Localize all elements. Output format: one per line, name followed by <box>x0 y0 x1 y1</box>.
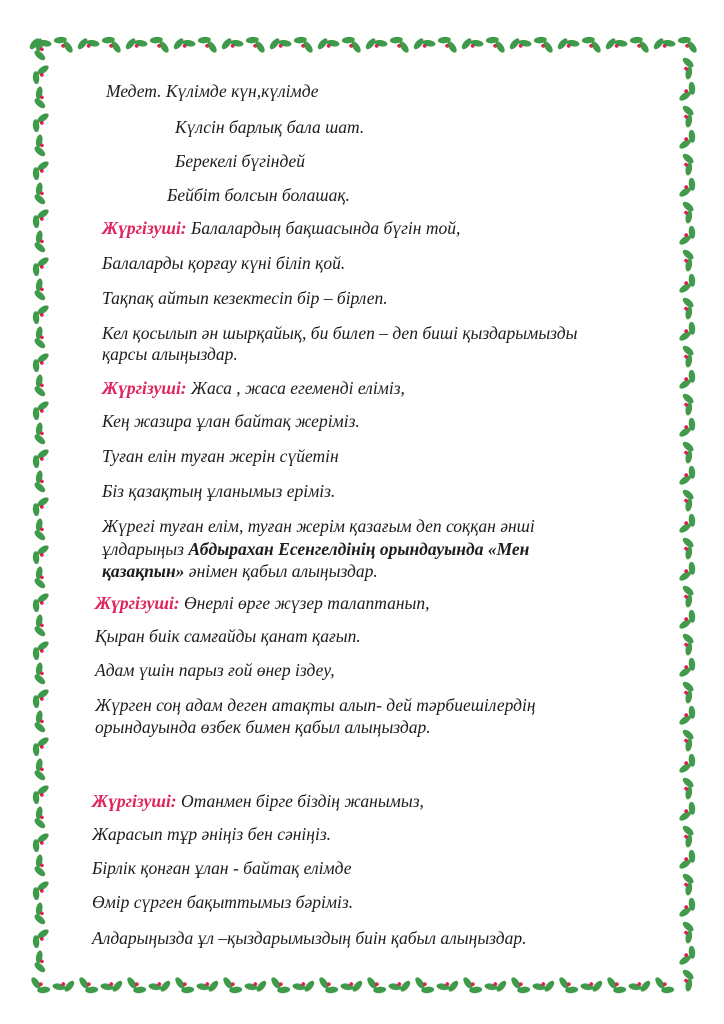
holly-sprig <box>676 558 700 587</box>
holly-sprig <box>28 180 51 208</box>
verse-line: Тақпақ айтып кезектесіп бір – бірлеп. <box>102 288 388 308</box>
holly-sprig <box>314 974 343 998</box>
performer-name: Абдырахан Есенгелдінің орындауында «Мен <box>188 539 530 559</box>
verse-line: Қыран биік самғайды қанат қағып. <box>95 626 361 646</box>
holly-sprig <box>28 780 52 809</box>
speaker-label: Жүргізуші: <box>95 593 180 613</box>
holly-sprig <box>676 702 700 731</box>
holly-sprig <box>677 438 700 466</box>
speaker-label: Жүргізуші: <box>102 218 187 238</box>
holly-sprig <box>386 32 415 56</box>
verse-line <box>102 538 529 560</box>
holly-sprig <box>28 804 51 832</box>
verse-line: Бейбіт болсын болашақ. <box>167 185 350 205</box>
holly-sprig <box>506 974 535 998</box>
holly-sprig <box>677 150 700 178</box>
holly-sprig <box>677 198 700 226</box>
holly-sprig <box>677 294 700 322</box>
verse-text: Жаса , жаса егеменді еліміз, <box>186 378 405 398</box>
song-title: қазақпын» <box>102 561 185 581</box>
holly-sprig <box>146 975 174 998</box>
verse-text: Өнерлі өрге жүзер талаптанып, <box>179 593 430 613</box>
verse-line: орындауында өзбек бимен қабыл алыңыздар. <box>95 717 431 737</box>
holly-sprig <box>434 32 463 56</box>
holly-sprig <box>28 876 52 905</box>
speaker-label: Жүргізуші: <box>92 791 177 811</box>
holly-sprig <box>28 348 52 377</box>
holly-sprig <box>98 32 127 56</box>
holly-sprig <box>28 300 52 329</box>
holly-sprig <box>676 126 700 155</box>
holly-sprig <box>434 975 462 998</box>
holly-sprig <box>122 32 150 55</box>
holly-sprig <box>266 974 295 998</box>
holly-sprig <box>676 462 700 491</box>
holly-sprig <box>676 366 700 395</box>
holly-sprig <box>266 32 294 55</box>
holly-sprig <box>28 468 51 496</box>
speaker-line <box>95 592 429 614</box>
holly-sprig <box>28 948 51 976</box>
verse-line: Медет. Күлімде күн,күлімде <box>106 81 319 101</box>
holly-sprig <box>28 684 52 713</box>
holly-sprig <box>530 32 559 56</box>
holly-sprig <box>676 318 700 347</box>
holly-sprig <box>410 974 439 998</box>
holly-sprig <box>28 396 52 425</box>
holly-sprig <box>677 582 700 610</box>
verse-line: Алдарыңызда ұл –қыздарымыздың биін қабыл алыңыздар. <box>92 928 527 948</box>
verse-line: Күлсін барлық бала шат. <box>175 117 365 137</box>
holly-sprig <box>677 390 700 418</box>
holly-sprig <box>676 798 700 827</box>
holly-sprig <box>677 486 700 514</box>
holly-sprig <box>676 606 700 635</box>
holly-sprig <box>170 32 198 55</box>
holly-sprig <box>676 942 700 971</box>
holly-sprig <box>28 660 51 688</box>
holly-sprig <box>677 918 700 946</box>
holly-sprig <box>28 420 51 448</box>
holly-sprig <box>28 564 51 592</box>
verse-line: Туған елін туған жерін сүйетін <box>102 446 339 466</box>
verse-line: Жарасып тұр әніңіз бен сәніңіз. <box>92 824 332 844</box>
holly-sprig <box>242 975 270 998</box>
holly-sprig <box>74 974 103 998</box>
verse-line: Адам үшін парыз ғой өнер іздеу, <box>95 660 335 680</box>
holly-sprig <box>482 975 510 998</box>
holly-sprig <box>290 32 319 56</box>
holly-sprig <box>676 270 700 299</box>
holly-sprig <box>674 32 703 56</box>
holly-sprig <box>458 974 487 998</box>
holly-sprig <box>242 32 271 56</box>
holly-sprig <box>677 678 700 706</box>
holly-sprig <box>290 975 318 998</box>
holly-sprig <box>28 276 51 304</box>
holly-sprig <box>677 774 700 802</box>
holly-sprig <box>677 630 700 658</box>
holly-sprig <box>554 974 583 998</box>
holly-sprig <box>28 588 52 617</box>
holly-sprig <box>146 32 175 56</box>
speaker-line <box>102 217 460 239</box>
verse-line: Жүрген соң адам деген атақты алып- дей тәрбиешілердің <box>95 695 536 715</box>
verse-line: Берекелі бүгіндей <box>175 151 306 171</box>
holly-sprig <box>28 612 51 640</box>
holly-sprig <box>676 510 700 539</box>
holly-sprig <box>676 846 700 875</box>
holly-sprig <box>506 32 534 55</box>
verse-line <box>102 560 378 582</box>
holly-sprig <box>194 975 222 998</box>
holly-sprig <box>98 975 126 998</box>
holly-sprig <box>677 54 700 82</box>
holly-sprig <box>28 252 52 281</box>
verse-text: Балалардың бақшасында бүгін той, <box>186 218 461 238</box>
holly-sprig <box>28 156 52 185</box>
holly-sprig <box>28 108 52 137</box>
holly-sprig <box>458 32 486 55</box>
holly-sprig <box>677 246 700 274</box>
holly-sprig <box>602 32 630 55</box>
holly-sprig <box>50 32 79 56</box>
holly-sprig <box>28 372 51 400</box>
holly-sprig <box>338 975 366 998</box>
holly-sprig <box>677 342 700 370</box>
verse-text: әнімен қабыл алыңыздар. <box>184 561 378 581</box>
holly-sprig <box>28 324 51 352</box>
holly-sprig <box>28 516 51 544</box>
holly-sprig <box>28 132 51 160</box>
holly-sprig <box>602 974 631 998</box>
verse-line: Жүрегі туған елім, туған жерім қазағым деп соққан әнші <box>102 516 535 536</box>
holly-sprig <box>28 900 51 928</box>
holly-sprig <box>578 32 607 56</box>
verse-line: Бірлік қонған ұлан - байтақ елімде <box>92 858 352 878</box>
holly-sprig <box>218 974 247 998</box>
holly-sprig <box>28 492 52 521</box>
holly-sprig <box>362 974 391 998</box>
holly-sprig <box>28 444 52 473</box>
holly-sprig <box>410 32 438 55</box>
holly-sprig <box>482 32 511 56</box>
verse-text: Отанмен бірге біздің жанымыз, <box>176 791 424 811</box>
speaker-label: Жүргізуші: <box>102 378 187 398</box>
verse-line: Балаларды қорғау күні біліп қой. <box>102 253 346 273</box>
holly-sprig <box>28 60 52 89</box>
verse-line: Біз қазақтың ұланымыз еріміз. <box>102 481 336 501</box>
holly-sprig <box>28 756 51 784</box>
holly-sprig <box>28 924 52 953</box>
holly-sprig <box>677 102 700 130</box>
holly-sprig <box>677 870 700 898</box>
holly-sprig <box>314 32 342 55</box>
holly-sprig <box>28 852 51 880</box>
holly-sprig <box>28 708 51 736</box>
holly-sprig <box>50 975 78 998</box>
holly-sprig <box>194 32 223 56</box>
holly-sprig <box>386 975 414 998</box>
speaker-line <box>102 377 405 399</box>
holly-sprig <box>26 974 55 998</box>
holly-sprig <box>74 32 102 55</box>
holly-sprig <box>122 974 151 998</box>
holly-sprig <box>28 36 51 64</box>
verse-line: Кең жазира ұлан байтақ жеріміз. <box>102 411 360 431</box>
holly-sprig <box>362 32 390 55</box>
holly-sprig <box>28 732 52 761</box>
holly-sprig <box>554 32 582 55</box>
holly-sprig <box>677 534 700 562</box>
holly-sprig <box>338 32 367 56</box>
holly-sprig <box>626 32 655 56</box>
holly-sprig <box>28 828 52 857</box>
holly-sprig <box>170 974 199 998</box>
holly-sprig <box>676 894 700 923</box>
holly-sprig <box>28 84 51 112</box>
holly-sprig <box>28 204 52 233</box>
holly-sprig <box>650 32 678 55</box>
verse-text: ұлдарыңыз <box>102 539 189 559</box>
holly-sprig <box>676 750 700 779</box>
holly-sprig <box>676 414 700 443</box>
holly-sprig <box>677 822 700 850</box>
holly-sprig <box>677 726 700 754</box>
verse-line: Өмір сүрген бақыттымыз бәріміз. <box>92 892 354 912</box>
holly-sprig <box>28 540 52 569</box>
holly-sprig <box>578 975 606 998</box>
verse-line: қарсы алыңыздар. <box>102 344 238 364</box>
speaker-line <box>92 790 424 812</box>
holly-sprig <box>676 78 700 107</box>
verse-line: Кел қосылып ән шырқайық, би билеп – деп биші қыздарымызды <box>102 323 578 343</box>
holly-sprig <box>650 974 679 998</box>
holly-sprig <box>530 975 558 998</box>
holly-sprig <box>676 654 700 683</box>
holly-sprig <box>28 636 52 665</box>
holly-sprig <box>676 222 700 251</box>
holly-sprig <box>626 975 654 998</box>
holly-sprig <box>676 174 700 203</box>
holly-sprig <box>218 32 246 55</box>
holly-sprig <box>28 228 51 256</box>
holly-sprig <box>677 966 700 994</box>
